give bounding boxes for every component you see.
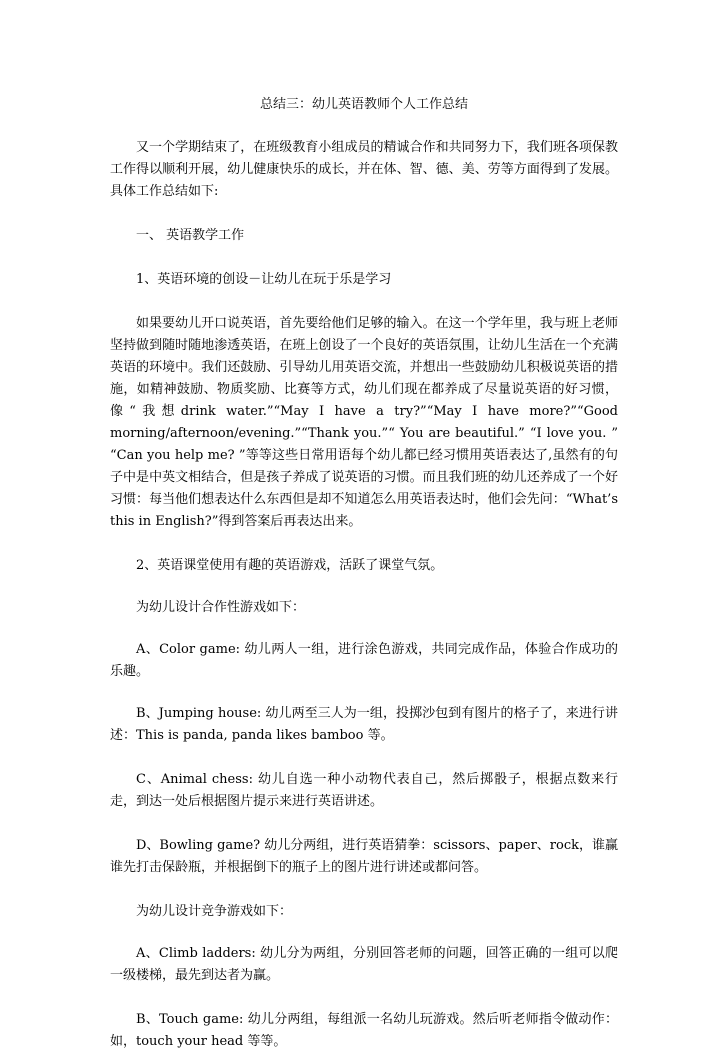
section-heading-english-teaching: 一、 英语教学工作 — [136, 228, 245, 243]
game-bowling: D、Bowling game? 幼儿分两组，进行英语猜拳：scissors、paper、rock，谁赢谁先打击保龄瓶，并根据倒下的瓶子上的图片进行讲述或都问答。 — [110, 838, 618, 875]
document-title: 总结三：幼儿英语教师个人工作总结 — [259, 97, 468, 112]
cooperative-games-intro: 为幼儿设计合作性游戏如下： — [136, 600, 306, 615]
subsection-heading-environment: 1、英语环境的创设－让幼儿在玩于乐是学习 — [136, 272, 392, 287]
game-jumping-house: B、Jumping house: 幼儿两至三人为一组，投掷沙包到有图片的格子了，来进行讲述：This is panda, panda likes bamboo 等。 — [110, 706, 618, 743]
game-touch: B、Touch game: 幼儿分两组，每组派一名幼儿玩游戏。然后听老师指令做动作：如，touch your head 等等。 — [110, 1012, 618, 1049]
competitive-games-intro: 为幼儿设计竞争游戏如下： — [136, 904, 293, 919]
game-animal-chess: C、Animal chess: 幼儿自选一种小动物代表自己，然后掷骰子，根据点数来行走，到达一处后根据图片提示来进行英语讲述。 — [110, 772, 618, 809]
environment-paragraph: 如果要幼儿开口说英语，首先要给他们足够的输入。在这一个学年里，我与班上老师坚持做到随时随地渗透英语，在班上创设了一个良好的英语氛围，让幼儿生活在一个充满英语的环境中。我们还鼓励、引导幼儿用英语交流，并想出一些鼓励幼儿积极说英语的措施，如精神鼓励、物质奖励、比赛等方式，幼儿们现在都养成了尽量说英语的好习惯，像“我想drink water.”“May I have a try?”“May I have more?”“Good morning/afternoon/evening.”“Thank you.”“ You are beautiful.” “I love you. ” “Can you help me? ”等等这些日常用语每个幼儿都已经习惯用英语表达了,虽然有的句子中是中英文相结合，但是孩子养成了说英语的习惯。而且我们班的幼儿还养成了一个好习惯：每当他们想表达什么东西但是却不知道怎么用英语表达时，他们会先问：“What’s this in English?”得到答案后再表达出来。 — [110, 316, 618, 529]
game-color-game: A、Color game: 幼儿两人一组，进行涂色游戏，共同完成作品，体验合作成功的乐趣。 — [110, 642, 618, 679]
subsection-heading-games: 2、英语课堂使用有趣的英语游戏，活跃了课堂气氛。 — [136, 558, 444, 573]
intro-paragraph: 又一个学期结束了，在班级教育小组成员的精诚合作和共同努力下，我们班各项保教工作得以顺利开展，幼儿健康快乐的成长，并在体、智、德、美、劳等方面得到了发展。具体工作总结如下: — [110, 140, 618, 199]
game-climb-ladders: A、Climb ladders: 幼儿分为两组，分别回答老师的问题，回答正确的一组可以爬一级楼梯，最先到达者为赢。 — [110, 946, 618, 983]
